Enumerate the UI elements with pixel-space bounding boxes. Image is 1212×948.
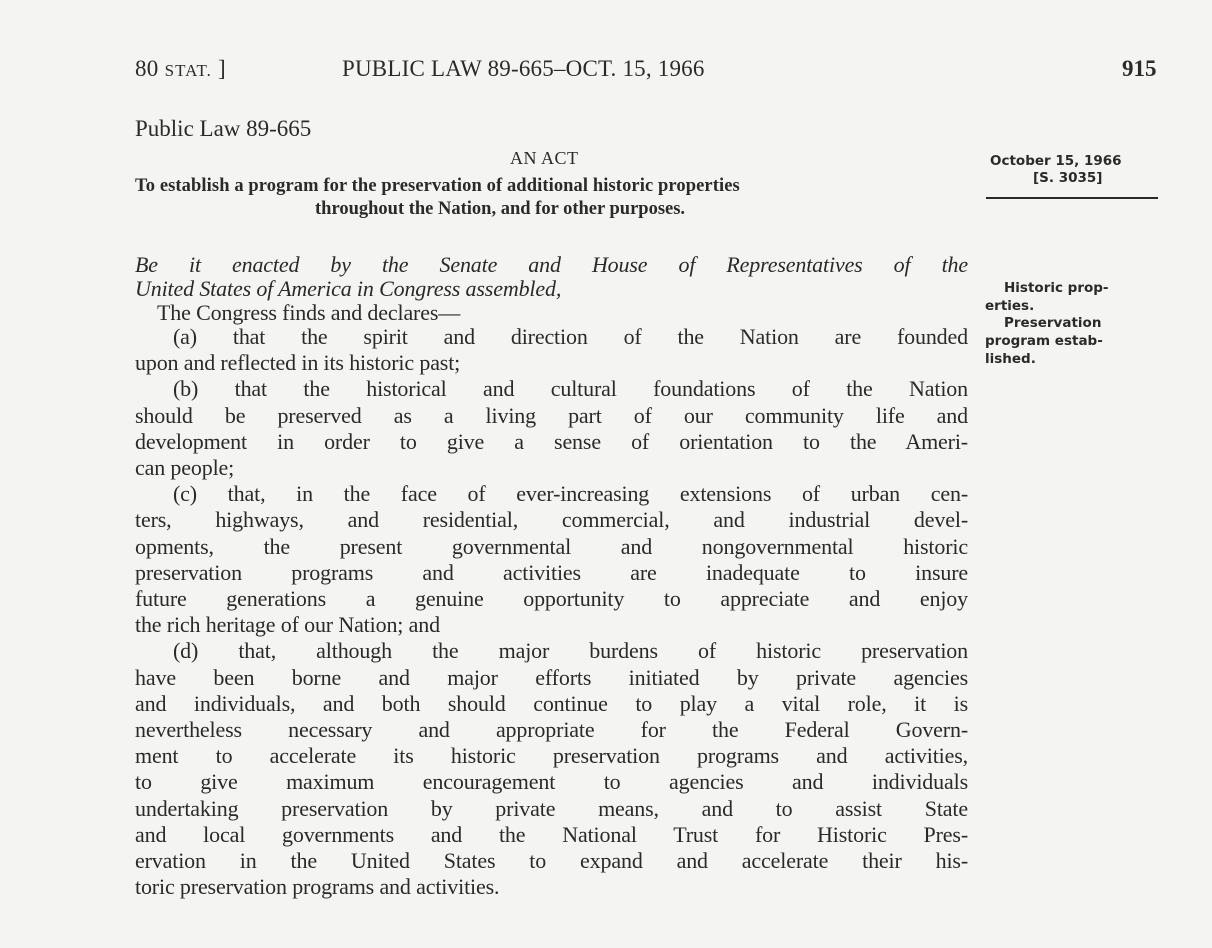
body-line: undertaking preservation by private means, and to assist State	[135, 795, 968, 821]
margin-note-line: program estab-	[985, 333, 1103, 349]
body-line: and individuals, and both should continue to play a vital role, it is	[135, 690, 968, 716]
body-line: ters, highways, and residential, commercial, and industrial devel-	[135, 507, 968, 533]
act-heading: AN ACT	[510, 148, 579, 168]
margin-note-line: Preservation	[1004, 315, 1102, 331]
margin-note-line: lished.	[985, 351, 1036, 367]
body-line: preservation programs and activities are inadequate to insure	[135, 559, 968, 585]
body-line: should be preserved as a living part of our community life and	[135, 402, 968, 428]
body-line: to give maximum encouragement to agencies and individuals	[135, 769, 968, 795]
clause-start-line: (a) that the spirit and direction of the Nation are founded	[173, 324, 968, 349]
enacting-clause-line: United States of America in Congress assembled,	[135, 276, 562, 301]
running-head-statute	[135, 56, 226, 82]
volume-number: 80	[135, 56, 159, 81]
purpose-line: To establish a program for the preservation of additional historic properties	[135, 176, 740, 196]
body-line: and local governments and the National Trust for Historic Pres-	[135, 821, 968, 847]
purpose-line: throughout the Nation, and for other purposes.	[315, 199, 686, 219]
body-line: ervation in the United States to expand and accelerate their his-	[135, 848, 968, 873]
margin-rule-divider	[986, 197, 1158, 199]
body-line: development in order to give a sense of orientation to the Ameri-	[135, 428, 968, 454]
body-line: upon and reflected in its historic past;	[135, 350, 461, 376]
body-line: ment to accelerate its historic preservation programs and activities,	[135, 743, 968, 769]
clause-start-line: (d) that, although the major burdens of historic preservation	[173, 638, 968, 664]
body-line: toric preservation programs and activities.	[135, 874, 500, 900]
enacting-clause-line: Be it enacted by the Senate and House of Representatives of the	[135, 252, 968, 277]
clause-start-line: (c) that, in the face of ever-increasing extensions of urban cen-	[173, 481, 968, 507]
margin-bill-number: [S. 3035]	[1033, 170, 1103, 186]
page-number: 915	[1122, 56, 1157, 81]
margin-note-line: erties.	[985, 298, 1035, 314]
stat-abbrev: STAT.	[164, 61, 212, 80]
margin-date: October 15, 1966	[990, 153, 1122, 169]
clause-start-line: (b) that the historical and cultural foundations of the Nation	[173, 376, 968, 402]
margin-note-line: Historic prop-	[1004, 280, 1109, 296]
body-line: nevertheless necessary and appropriate for the Federal Govern-	[135, 717, 968, 742]
body-line: future generations a genuine opportunity to appreciate and enjoy	[135, 586, 968, 611]
body-line: can people;	[135, 455, 235, 480]
body-line: the rich heritage of our Nation; and	[135, 612, 440, 638]
law-label: Public Law 89-665	[135, 116, 312, 141]
body-line: have been borne and major efforts initiated by private agencies	[135, 664, 968, 690]
intro-line: The Congress finds and declares—	[157, 300, 461, 325]
body-line: opments, the present governmental and nongovernmental historic	[135, 533, 968, 559]
bracket: ]	[217, 56, 226, 81]
running-head-title: PUBLIC LAW 89-665–OCT. 15, 1966	[342, 56, 705, 81]
